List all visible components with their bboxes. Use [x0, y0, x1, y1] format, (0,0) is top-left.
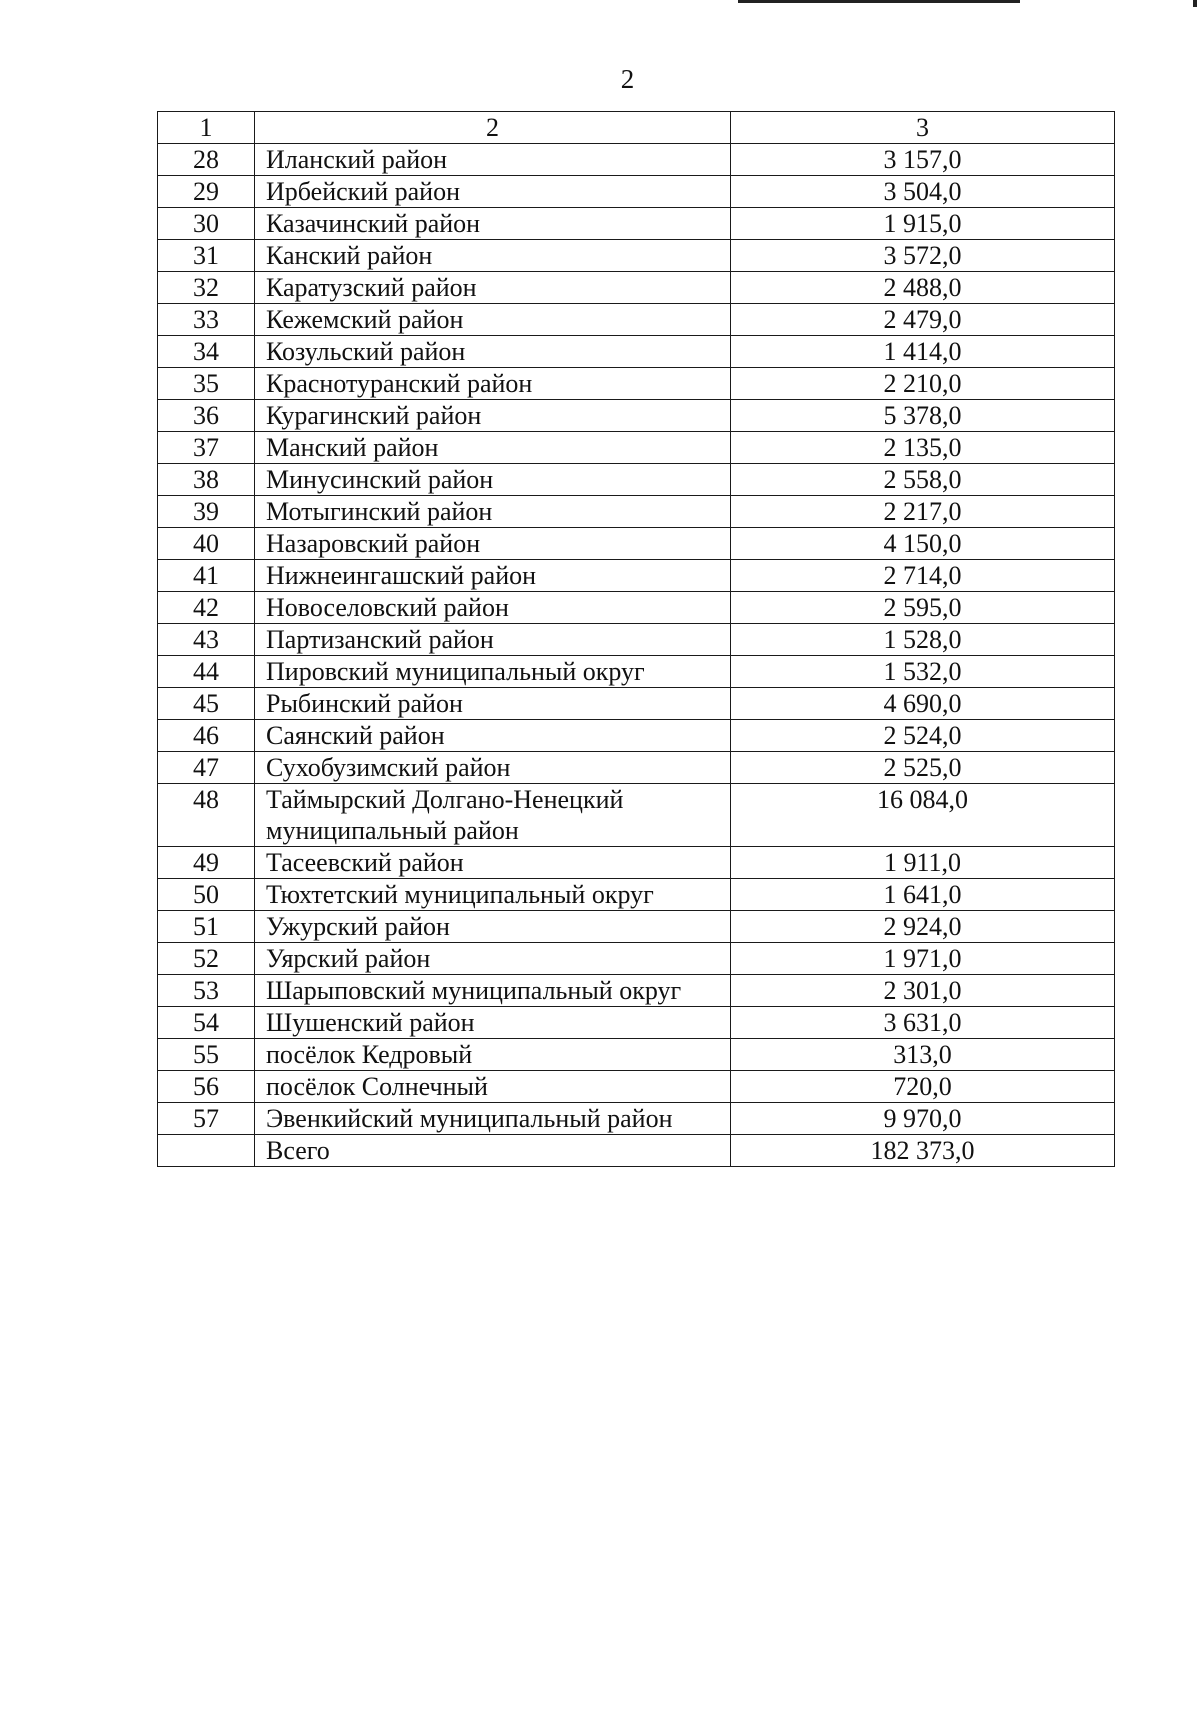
row-number: 28 [158, 144, 255, 176]
row-name-text: Уярский район [266, 944, 431, 973]
row-name [255, 1071, 731, 1103]
row-value: 1 911,0 [731, 847, 1115, 879]
row-name [255, 943, 731, 975]
row-name-text: Иланский район [266, 145, 448, 174]
row-number: 47 [158, 752, 255, 784]
table-row [158, 272, 1115, 304]
row-number: 35 [158, 368, 255, 400]
row-name-text: Минусинский район [266, 465, 494, 494]
row-name-text: Таймырский Долгано-Ненецкий [266, 785, 624, 814]
row-name-text: Партизанский район [266, 625, 494, 654]
row-number: 30 [158, 208, 255, 240]
row-name [255, 847, 731, 879]
row-number: 41 [158, 560, 255, 592]
table-row [158, 1071, 1115, 1103]
row-value: 9 970,0 [731, 1103, 1115, 1135]
row-number: 55 [158, 1039, 255, 1071]
row-name [255, 784, 731, 847]
row-value: 2 924,0 [731, 911, 1115, 943]
table-row [158, 240, 1115, 272]
row-value: 3 157,0 [731, 144, 1115, 176]
row-value: 4 150,0 [731, 528, 1115, 560]
row-name-text: Тюхтетский муниципальный округ [266, 880, 654, 909]
row-name-text: Курагинский район [266, 401, 482, 430]
row-value: 720,0 [731, 1071, 1115, 1103]
table-row [158, 975, 1115, 1007]
row-number: 57 [158, 1103, 255, 1135]
row-name [255, 656, 731, 688]
row-name [255, 1007, 731, 1039]
row-name-text: Новоселовский район [266, 593, 509, 622]
table-row [158, 176, 1115, 208]
row-name-text: Ужурский район [266, 912, 450, 941]
row-name [255, 560, 731, 592]
row-value: 2 217,0 [731, 496, 1115, 528]
row-number: 38 [158, 464, 255, 496]
row-name [255, 496, 731, 528]
table-row [158, 752, 1115, 784]
row-name [255, 720, 731, 752]
table-row [158, 560, 1115, 592]
row-name [255, 1039, 731, 1071]
table-body [158, 112, 1115, 1167]
row-name-text: Манский район [266, 433, 439, 462]
row-number: 45 [158, 688, 255, 720]
row-number: 29 [158, 176, 255, 208]
row-value: 2 558,0 [731, 464, 1115, 496]
row-value: 1 414,0 [731, 336, 1115, 368]
row-number: 51 [158, 911, 255, 943]
row-name [255, 400, 731, 432]
row-name [255, 272, 731, 304]
row-name [255, 240, 731, 272]
row-value: 1 528,0 [731, 624, 1115, 656]
row-name [255, 528, 731, 560]
row-name [255, 975, 731, 1007]
row-name-text: Каратузский район [266, 273, 477, 302]
header-cell-name: 2 [255, 112, 731, 144]
table-row [158, 1007, 1115, 1039]
row-name [255, 464, 731, 496]
row-name-text-line2: муниципальный район [266, 816, 519, 845]
row-number: 37 [158, 432, 255, 464]
table-row [158, 879, 1115, 911]
table-row [158, 1039, 1115, 1071]
row-name [255, 144, 731, 176]
row-number: 53 [158, 975, 255, 1007]
row-number: 34 [158, 336, 255, 368]
row-name [255, 688, 731, 720]
table-row [158, 656, 1115, 688]
table-row [158, 528, 1115, 560]
row-value: 2 479,0 [731, 304, 1115, 336]
row-name [255, 624, 731, 656]
row-value: 3 572,0 [731, 240, 1115, 272]
table-row [158, 624, 1115, 656]
row-number: 43 [158, 624, 255, 656]
row-name [255, 336, 731, 368]
table-row [158, 336, 1115, 368]
row-value: 2 714,0 [731, 560, 1115, 592]
row-name-text: Казачинский район [266, 209, 481, 238]
page-number: 2 [620, 64, 635, 94]
row-value: 1 971,0 [731, 943, 1115, 975]
table-row [158, 688, 1115, 720]
row-name-text: Сухобузимский район [266, 753, 511, 782]
table-row [158, 144, 1115, 176]
row-number: 50 [158, 879, 255, 911]
row-name [255, 432, 731, 464]
row-name [255, 208, 731, 240]
row-number: 49 [158, 847, 255, 879]
table-row [158, 592, 1115, 624]
row-number: 44 [158, 656, 255, 688]
row-name [255, 879, 731, 911]
row-name-text: Саянский район [266, 721, 445, 750]
table-row [158, 911, 1115, 943]
top-edge-rule [738, 0, 1020, 3]
allocation-table [157, 111, 1115, 1167]
total-row [158, 1135, 1115, 1167]
header-cell-number: 1 [158, 112, 255, 144]
total-value: 182 373,0 [731, 1135, 1115, 1167]
row-name-text: Кежемский район [266, 305, 464, 334]
row-name-text: Рыбинский район [266, 689, 463, 718]
table-row [158, 432, 1115, 464]
row-name [255, 1103, 731, 1135]
row-name [255, 592, 731, 624]
row-name-text: Нижнеингашский район [266, 561, 537, 590]
row-number: 32 [158, 272, 255, 304]
table-row [158, 304, 1115, 336]
row-value: 2 524,0 [731, 720, 1115, 752]
row-value: 1 532,0 [731, 656, 1115, 688]
row-name [255, 911, 731, 943]
row-number: 42 [158, 592, 255, 624]
row-name [255, 176, 731, 208]
row-number: 36 [158, 400, 255, 432]
row-value: 313,0 [731, 1039, 1115, 1071]
row-name-text: Краснотуранский район [266, 369, 533, 398]
row-name-text: Ирбейский район [266, 177, 460, 206]
row-name-text: Мотыгинский район [266, 497, 493, 526]
row-name [255, 368, 731, 400]
row-value: 2 525,0 [731, 752, 1115, 784]
row-name-text: Козульский район [266, 337, 466, 366]
table-row [158, 208, 1115, 240]
row-number: 46 [158, 720, 255, 752]
row-value: 1 915,0 [731, 208, 1115, 240]
total-label: Всего [255, 1135, 731, 1167]
table-row [158, 464, 1115, 496]
row-number: 31 [158, 240, 255, 272]
table-row [158, 784, 1115, 847]
row-value: 2 595,0 [731, 592, 1115, 624]
row-number: 52 [158, 943, 255, 975]
row-number: 33 [158, 304, 255, 336]
row-name-text: Тасеевский район [266, 848, 464, 877]
row-value: 3 631,0 [731, 1007, 1115, 1039]
row-value: 2 301,0 [731, 975, 1115, 1007]
row-number: 56 [158, 1071, 255, 1103]
table-row [158, 847, 1115, 879]
row-name [255, 304, 731, 336]
table-row [158, 1103, 1115, 1135]
table-row [158, 943, 1115, 975]
row-name-text: Пировский муниципальный округ [266, 657, 645, 686]
row-number: 54 [158, 1007, 255, 1039]
row-value: 16 084,0 [731, 784, 1115, 847]
row-name [255, 752, 731, 784]
row-name-text: Канский район [266, 241, 433, 270]
row-name-text: Эвенкийский муниципальный район [266, 1104, 673, 1133]
row-name-text: посёлок Солнечный [266, 1072, 488, 1101]
row-value: 4 690,0 [731, 688, 1115, 720]
table-row [158, 496, 1115, 528]
table-header-row [158, 112, 1115, 144]
row-value: 2 488,0 [731, 272, 1115, 304]
row-name-text: Назаровский район [266, 529, 481, 558]
row-value: 2 135,0 [731, 432, 1115, 464]
table-row [158, 400, 1115, 432]
table-row [158, 368, 1115, 400]
total-number [158, 1135, 255, 1167]
row-name-text: Шарыповский муниципальный округ [266, 976, 682, 1005]
row-name-text: Шушенский район [266, 1008, 475, 1037]
row-value: 2 210,0 [731, 368, 1115, 400]
table-row [158, 720, 1115, 752]
row-value: 5 378,0 [731, 400, 1115, 432]
row-number: 40 [158, 528, 255, 560]
corner-scan-mark [1193, 0, 1197, 7]
row-number: 48 [158, 784, 255, 847]
header-cell-value: 3 [731, 112, 1115, 144]
row-name-text: посёлок Кедровый [266, 1040, 473, 1069]
row-value: 3 504,0 [731, 176, 1115, 208]
row-number: 39 [158, 496, 255, 528]
row-value: 1 641,0 [731, 879, 1115, 911]
